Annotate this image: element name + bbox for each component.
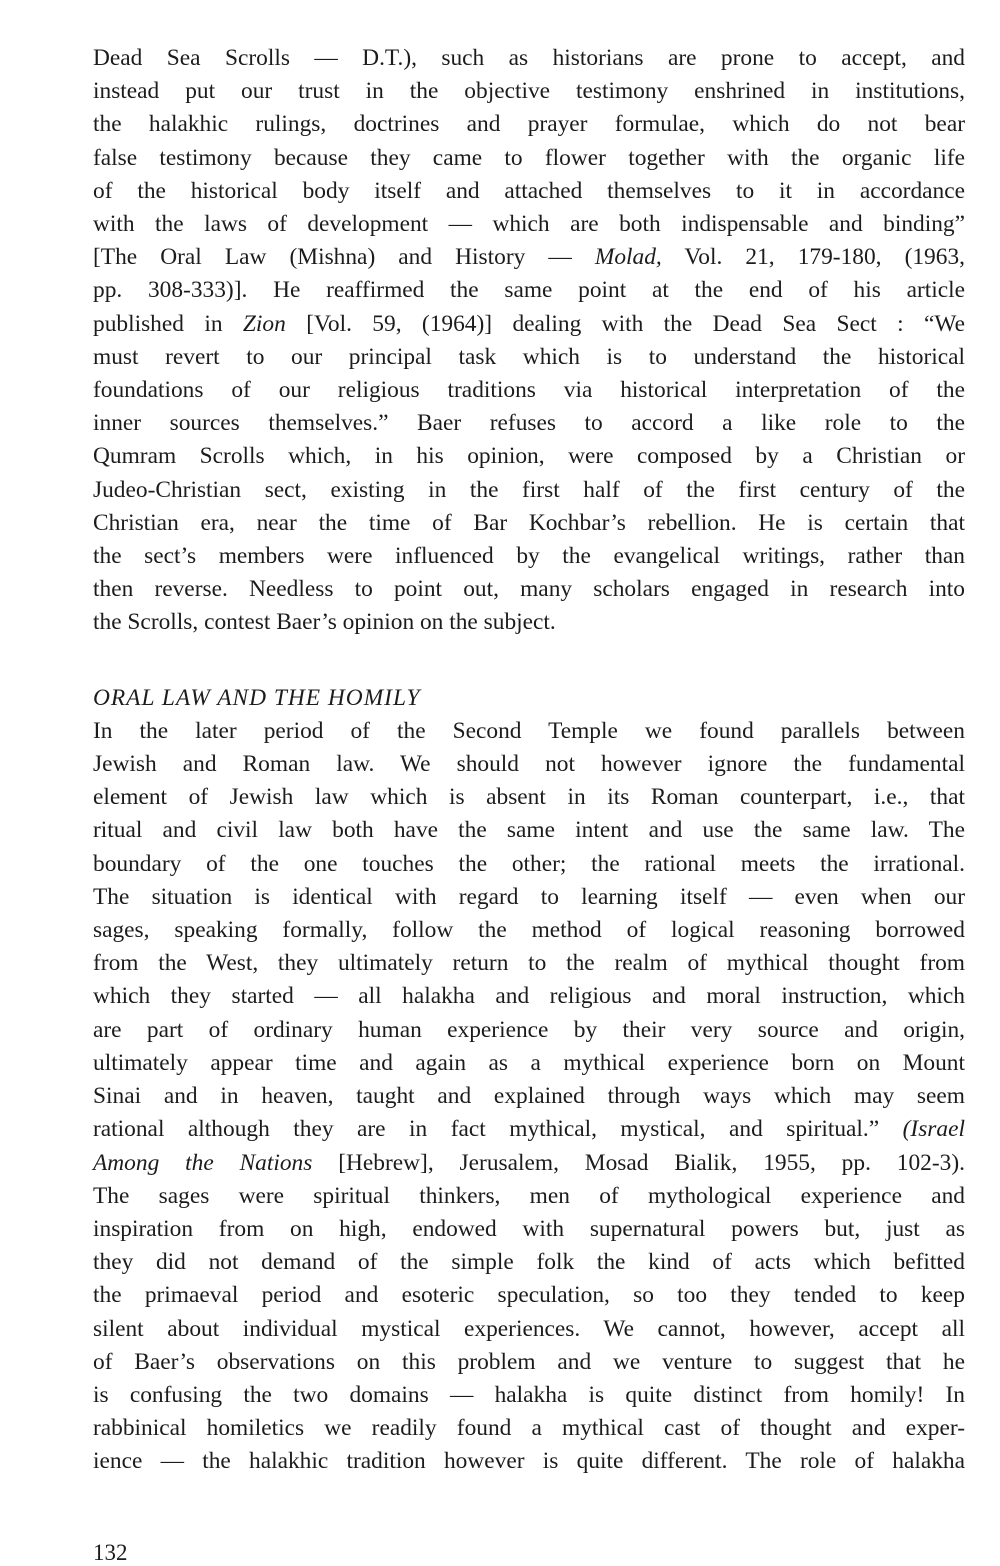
text-line: boundary of the one touches the other; the rational meets the irrational. <box>93 850 965 877</box>
text-line: must revert to our principal task which is to understand the historical <box>93 343 965 370</box>
text-line: sages, speaking formally, follow the method of logical reasoning borrowed <box>93 917 965 944</box>
text-line: from the West, they ultimately return to the realm of mythical thought from <box>93 950 965 977</box>
text-line: pp. 308-333)]. He reaffirmed the same point at the end of his article <box>93 277 965 304</box>
text-line: Judeo-Christian sect, existing in the first half of the first century of the <box>93 476 965 503</box>
section-heading: ORAL LAW AND THE HOMILY <box>93 684 421 711</box>
text-line: inspiration from on high, endowed with supernatural powers but, just as <box>93 1215 965 1242</box>
text-line: ience — the halakhic tradition however is quite different. The role of halakha <box>93 1448 965 1475</box>
text-line: published in Zion [Vol. 59, (1964)] dealing with the Dead Sea Sect : “We <box>93 310 965 337</box>
text-line: Among the Nations [Hebrew], Jerusalem, Mosad Bialik, 1955, pp. 102-3). <box>93 1149 965 1176</box>
text-line: Christian era, near the time of Bar Kochbar’s rebellion. He is certain that <box>93 509 965 536</box>
page-body <box>93 42 965 1479</box>
text-line: foundations of our religious traditions via historical interpretation of the <box>93 377 965 404</box>
text-line: inner sources themselves.” Baer refuses to accord a like role to the <box>93 410 965 437</box>
text-line: ritual and civil law both have the same intent and use the same law. The <box>93 817 965 844</box>
text-line: Qumram Scrolls which, in his opinion, were composed by a Christian or <box>93 443 965 470</box>
text-line: Dead Sea Scrolls — D.T.), such as historians are prone to accept, and <box>93 45 965 71</box>
text-line: with the laws of development — which are both indispensable and binding” <box>93 211 965 238</box>
text-line: The situation is identical with regard to learning itself — even when our <box>93 883 965 910</box>
text-line: the sect’s members were influenced by the evangelical writings, rather than <box>93 543 965 570</box>
paragraph-2 <box>93 715 965 1479</box>
text-line: Sinai and in heaven, taught and explained through ways which may seem <box>93 1083 965 1110</box>
text-line: which they started — all halakha and religious and moral instruction, which <box>93 983 965 1010</box>
text-line: the Scrolls, contest Baer’s opinion on the subject. <box>93 609 556 636</box>
text-line: element of Jewish law which is absent in its Roman counterpart, i.e., that <box>93 784 965 811</box>
paragraph-1 <box>93 42 965 640</box>
text-line: The sages were spiritual thinkers, men of mythological experience and <box>93 1182 965 1209</box>
text-line: is confusing the two domains — halakha is quite distinct from homily! In <box>93 1381 965 1408</box>
text-line: rabbinical homiletics we readily found a mythical cast of thought and exper- <box>93 1415 965 1442</box>
text-line: silent about individual mystical experiences. We cannot, however, accept all <box>93 1315 965 1342</box>
text-line: then reverse. Needless to point out, many scholars engaged in research into <box>93 576 965 603</box>
text-line: rational although they are in fact mythical, mystical, and spiritual.” (Israel <box>93 1116 965 1143</box>
text-line: are part of ordinary human experience by their very source and origin, <box>93 1016 965 1043</box>
text-line: of Baer’s observations on this problem and we venture to suggest that he <box>93 1348 965 1375</box>
text-line: false testimony because they came to flower together with the organic life <box>93 144 965 171</box>
text-line: In the later period of the Second Temple we found parallels between <box>93 717 965 744</box>
text-line: of the historical body itself and attached themselves to it in accordance <box>93 177 965 204</box>
text-line: they did not demand of the simple folk the kind of acts which befitted <box>93 1249 965 1276</box>
text-line: [The Oral Law (Mishna) and History — Molad, Vol. 21, 179-180, (1963, <box>93 244 965 271</box>
text-line: ultimately appear time and again as a mythical experience born on Mount <box>93 1049 965 1076</box>
text-line: the primaeval period and esoteric speculation, so too they tended to keep <box>93 1282 965 1309</box>
page-number: 132 <box>93 1540 128 1565</box>
text-line: Jewish and Roman law. We should not however ignore the fundamental <box>93 751 965 778</box>
text-line: instead put our trust in the objective testimony enshrined in institutions, <box>93 78 965 105</box>
text-line: the halakhic rulings, doctrines and prayer formulae, which do not bear <box>93 111 965 138</box>
